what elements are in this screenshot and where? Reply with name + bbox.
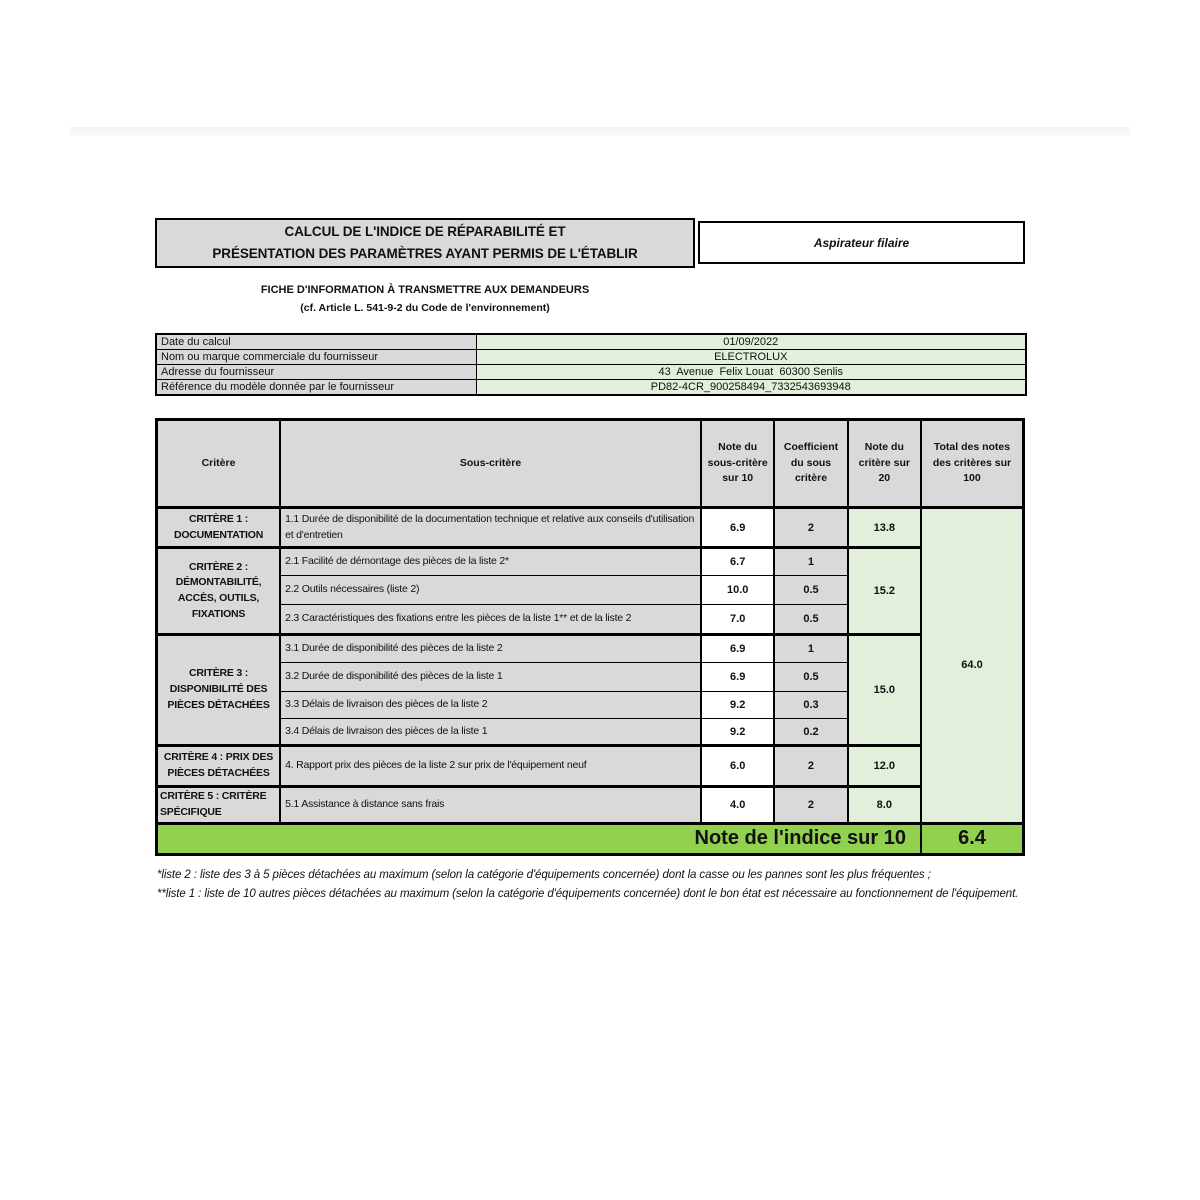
title-box [155, 218, 695, 268]
coeff-4: 2 [774, 746, 847, 787]
criterion4-label: CRITÈRE 4 : PRIX DES PIÈCES DÉTACHÉES [157, 746, 281, 787]
subtitle-line2: (cf. Article L. 541-9-2 du Code de l'environnement) [300, 302, 550, 314]
product-category-label: Aspirateur filaire [813, 235, 910, 250]
note10-1-1: 6.9 [701, 508, 774, 548]
footnotes [157, 866, 1045, 903]
coeff-1-1: 2 [774, 508, 847, 548]
note10-3-1: 6.9 [701, 635, 774, 663]
header-critere: Critère [157, 420, 281, 508]
sub-criterion-4: 4. Rapport prix des pièces de la liste 2 sur prix de l'équipement neuf [280, 746, 701, 787]
table-row [157, 635, 1024, 663]
table-row [157, 548, 1024, 576]
sub-criterion-2-3: 2.3 Caractéristiques des fixations entre les pièces de la liste 1** et de la liste 2 [280, 605, 701, 635]
note10-3-2: 6.9 [701, 663, 774, 692]
note10-3-3: 9.2 [701, 692, 774, 719]
info-value-reference: PD82-4CR_900258494_7332543693948 [476, 380, 1026, 396]
criteria-header-row [157, 420, 1024, 508]
coeff-3-1: 1 [774, 635, 847, 663]
info-value-date: 01/09/2022 [476, 334, 1026, 350]
criterion2-label: CRITÈRE 2 : DÉMONTABILITÉ, ACCÈS, OUTILS, FIXATIONS [157, 548, 281, 635]
info-label-marque: Nom ou marque commerciale du fournisseur [156, 350, 476, 365]
sub-criterion-2-1: 2.1 Facilité de démontage des pièces de la liste 2* [280, 548, 701, 576]
note20-criterion5: 8.0 [848, 787, 921, 824]
subtitle-line1: FICHE D'INFORMATION À TRANSMETTRE AUX DEMANDEURS [260, 284, 590, 296]
note10-2-1: 6.7 [701, 548, 774, 576]
header-sous-critere: Sous-critère [280, 420, 701, 508]
sub-criterion-3-1: 3.1 Durée de disponibilité des pièces de la liste 2 [280, 635, 701, 663]
title-line2: PRÉSENTATION DES PARAMÈTRES AYANT PERMIS DE L'ÉTABLIR [212, 246, 638, 261]
sub-criterion-5-1: 5.1 Assistance à distance sans frais [280, 787, 701, 824]
coeff-3-2: 0.5 [774, 663, 847, 692]
coeff-3-3: 0.3 [774, 692, 847, 719]
info-label-date: Date du calcul [156, 334, 476, 350]
criterion5-label: CRITÈRE 5 : CRITÈRE SPÉCIFIQUE [157, 787, 281, 824]
coeff-5-1: 2 [774, 787, 847, 824]
info-label-adresse: Adresse du fournisseur [156, 365, 476, 380]
header-note-20: Note du critère sur 20 [848, 420, 921, 508]
coeff-3-4: 0.2 [774, 719, 847, 746]
info-label-reference: Référence du modèle donnée par le fournisseur [156, 380, 476, 396]
coeff-2-2: 0.5 [774, 576, 847, 605]
index-note-value: 6.4 [921, 823, 1024, 854]
sub-criterion-3-2: 3.2 Durée de disponibilité des pièces de la liste 1 [280, 663, 701, 692]
header-coefficient: Coefficient du sous critère [774, 420, 847, 508]
index-note-row [157, 823, 1024, 854]
note20-criterion3: 15.0 [848, 635, 921, 746]
coeff-2-3: 0.5 [774, 605, 847, 635]
note10-3-4: 9.2 [701, 719, 774, 746]
table-row [157, 508, 1024, 548]
note10-4: 6.0 [701, 746, 774, 787]
note10-2-3: 7.0 [701, 605, 774, 635]
sub-criterion-1-1: 1.1 Durée de disponibilité de la documentation technique et relative aux conseils d'utilisation et d'entretien [280, 508, 701, 548]
note20-criterion2: 15.2 [848, 548, 921, 635]
table-row [157, 746, 1024, 787]
page-edge-shadow [70, 127, 1130, 136]
table-row [156, 380, 1026, 396]
note20-criterion1: 13.8 [848, 508, 921, 548]
table-row [157, 787, 1024, 824]
sub-criterion-3-4: 3.4 Délais de livraison des pièces de la liste 1 [280, 719, 701, 746]
note20-criterion4: 12.0 [848, 746, 921, 787]
title-line1: CALCUL DE L'INDICE DE RÉPARABILITÉ ET [284, 224, 566, 240]
criterion1-label: CRITÈRE 1 : DOCUMENTATION [157, 508, 281, 548]
table-row [156, 334, 1026, 350]
header-total-100: Total des notes des critères sur 100 [921, 420, 1024, 508]
sub-criterion-3-3: 3.3 Délais de livraison des pièces de la liste 2 [280, 692, 701, 719]
header-note-sous-10: Note du sous-critère sur 10 [701, 420, 774, 508]
table-row [156, 350, 1026, 365]
footnote-liste2: *liste 2 : liste des 3 à 5 pièces détachées au maximum (selon la catégorie d'équipements concernée) dont la casse ou les pannes sont les plus fréquentes ; [157, 869, 931, 881]
criterion3-label: CRITÈRE 3 : DISPONIBILITÉ DES PIÈCES DÉTACHÉES [157, 635, 281, 746]
sub-criterion-2-2: 2.2 Outils nécessaires (liste 2) [280, 576, 701, 605]
supplier-info-table [155, 333, 1027, 396]
note10-5-1: 4.0 [701, 787, 774, 824]
info-value-adresse: 43 Avenue Felix Louat 60300 Senlis [476, 365, 1026, 380]
criteria-table [155, 418, 1025, 856]
index-note-label: Note de l'indice sur 10 [157, 823, 921, 854]
info-value-marque: ELECTROLUX [476, 350, 1026, 365]
product-category-box [698, 221, 1025, 264]
total-sur-100: 64.0 [921, 508, 1024, 824]
coeff-2-1: 1 [774, 548, 847, 576]
table-row [156, 365, 1026, 380]
footnote-liste1: **liste 1 : liste de 10 autres pièces détachées au maximum (selon la catégorie d'équipements concernée) dont le bon état est nécessaire au fonctionnement de l'équipement. [157, 887, 1019, 900]
note10-2-2: 10.0 [701, 576, 774, 605]
